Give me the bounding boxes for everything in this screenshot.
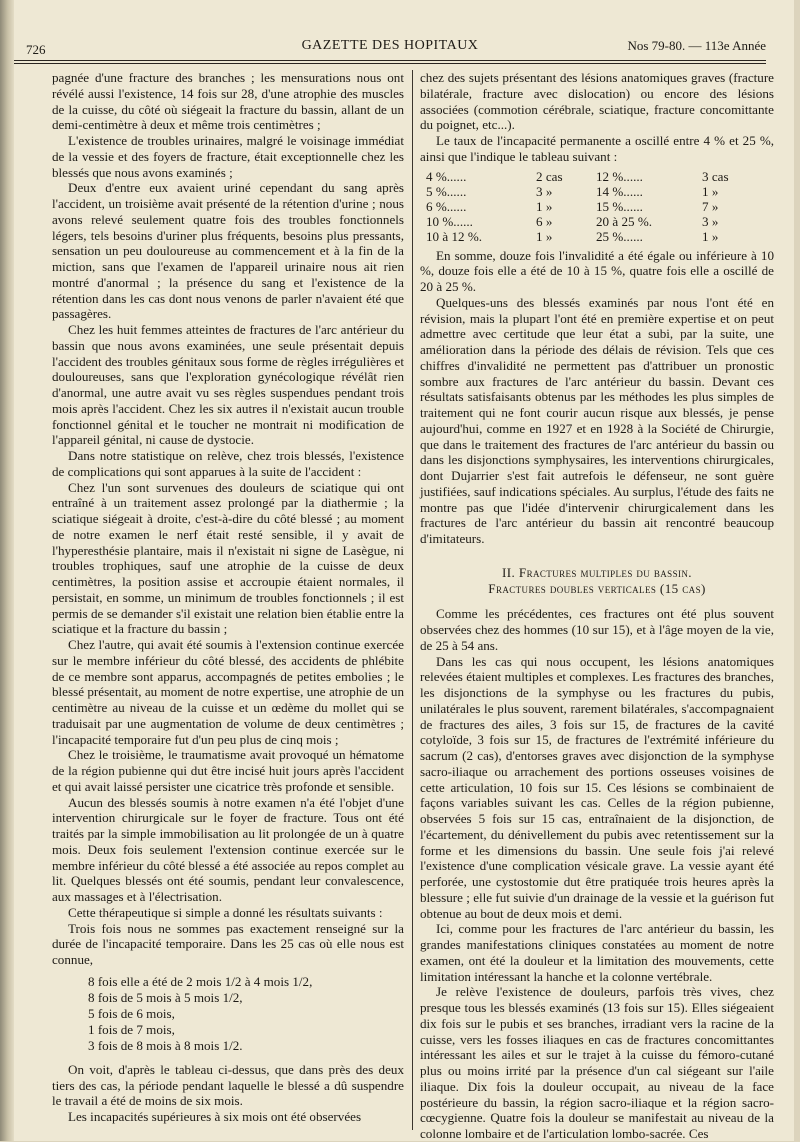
table-cell: 6 » — [536, 213, 553, 229]
paragraph: On voit, d'après le tableau ci-dessus, que dans près des deux tiers des cas, la période pendant laquelle le blessé a dû suspendre le travail a été de moins de six mois. — [52, 1061, 404, 1109]
list-item: 8 fois de 5 mois à 5 mois 1/2, — [88, 989, 243, 1005]
table-cell: 14 %...... — [596, 183, 643, 199]
paragraph: En somme, douze fois l'invalidité a été égale ou inférieure à 10 %, douze fois elle a été de 10 à 15 %, quatre fois elle a oscillé de 20 à 25 %. — [420, 247, 774, 294]
table-cell: 3 » — [536, 183, 553, 199]
list-item: 5 fois de 6 mois, — [88, 1005, 175, 1021]
table-cell: 6 %...... — [426, 198, 467, 214]
paragraph: Trois fois nous ne sommes pas exactement renseigné sur la durée de l'incapacité temporaire. Dans les 25 cas où elle nous est connue, — [52, 920, 404, 967]
incapacity-duration-list — [52, 974, 404, 1054]
header-rule-double — [14, 63, 766, 64]
page-edge — [0, 0, 14, 1141]
page-header — [14, 36, 766, 56]
paragraph: Aucun des blessés soumis à notre examen n'a été l'objet d'une intervention chirurgicale sur le foyer de fracture. Tous ont été traités par la simple immobilisation au lit prolongée de un à quatre mois. Deux fois seulement l'extension continue exercée sur le membre inférieur du côté blessé a été associée au repos complet au lit. Quelques blessés ont été soumis, pendant leur convalescence, aux massages et à l'électrisation. — [52, 794, 404, 904]
table-cell: 1 » — [536, 228, 553, 244]
list-item: 3 fois de 8 mois à 8 mois 1/2. — [88, 1037, 243, 1053]
section-title: II. Fractures multiples du bassin. — [502, 564, 692, 580]
paragraph: Dans notre statistique on relève, chez trois blessés, l'existence de complications qui sont apparues à la suite de l'accident : — [52, 448, 404, 479]
issue-label: Nos 79-80. — 113e Année — [627, 38, 766, 53]
paragraph: Chez l'autre, qui avait été soumis à l'extension continue exercée sur le membre inférieur du côté blessé, des accidents de phlébite de ce membre sont apparus, accompagnés de petites embolies ; le blessé présentait, au moment de notre expertise, une atrophie de un centimètre au niveau de la cuisse et un œdème du mollet qui se traduisait par une augmentation de volume de deux centimètres ; l'incapacité temporaire fut d'un peu plus de cinq mois ; — [52, 637, 404, 747]
table-cell: 2 cas — [536, 168, 563, 184]
table-cell: 4 %...... — [426, 168, 467, 184]
table-cell: 20 à 25 %. — [596, 213, 653, 229]
table-cell: 10 %...... — [426, 213, 473, 229]
paragraph: Deux d'entre eux avaient uriné cependant du sang après l'accident, un troisième avait présenté de la rétention d'urine ; nous avons relevé seulement quatre fois des troubles fonctionnels légers, tels besoins d'uriner plus fréquents, besoins plus pressants, sensation un peu douloureuse au commencement et à la fin de la miction, sans que l'examen de l'appareil urinaire nous ait rien montré d'anormal ; la présence du sang et l'existence de la rétention dans les cas dont nous venons de parler n'avaient été que passagères. — [52, 180, 404, 322]
paragraph: Chez le troisième, le traumatisme avait provoqué un hématome de la région pubienne qui dut être incisé huit jours après l'accident et qui avait laissé persister une cicatrice très profonde et sensible. — [52, 747, 404, 794]
page-number: 726 — [26, 42, 46, 57]
list-item: 1 fois de 7 mois, — [88, 1021, 175, 1037]
table-cell: 5 %...... — [426, 183, 467, 199]
table-cell: 3 cas — [702, 168, 729, 184]
paragraph: Ici, comme pour les fractures de l'arc antérieur du bassin, les grandes manifestations cliniques constatées au moment de notre examen, ont été la douleur et la limitation des mouvements, cette limitation intéressant la hanche et la colonne vertébrale. — [420, 921, 774, 984]
paragraph: pagnée d'une fracture des branches ; les mensurations nous ont révélé aussi l'existence, 14 fois sur 28, d'une atrophie des muscles de la cuisse, du côté où siégeait la fracture du bassin, allant de un demi-centimètre à deux et même trois centimètres ; — [52, 70, 404, 133]
list-item: 8 fois elle a été de 2 mois 1/2 à 4 mois 1/2, — [88, 973, 313, 989]
paragraph: L'existence de troubles urinaires, malgré le voisinage immédiat de la vessie et des foyers de fracture, était exceptionnelle chez les blessés que nous avons examinés ; — [52, 133, 404, 180]
table-cell: 1 » — [536, 198, 553, 214]
section-subtitle: Fractures doubles verticales (15 cas) — [488, 580, 706, 596]
right-column — [420, 70, 774, 1141]
table-cell: 25 %...... — [596, 228, 643, 244]
incapacity-table — [426, 169, 774, 244]
table-cell: 1 » — [702, 183, 719, 199]
column-divider — [412, 70, 413, 1130]
table-cell: 12 %...... — [596, 168, 643, 184]
table-cell: 3 » — [702, 213, 719, 229]
paragraph: Cette thérapeutique si simple a donné les résultats suivants : — [68, 904, 383, 920]
paragraph: chez des sujets présentant des lésions anatomiques graves (fracture bilatérale, fracture avec dislocation) ou encore des lésions associées (commotion cérébrale, sciatique, fracture concomittante du poignet, etc...). — [420, 70, 774, 133]
table-cell: 10 à 12 %. — [426, 228, 483, 244]
left-column — [52, 70, 404, 1130]
header-rule — [14, 60, 766, 61]
paragraph: Dans les cas qui nous occupent, les lésions anatomiques relevées étaient multiples et complexes. Les fractures des branches, les disjonctions de la symphyse ou les fractures du pubis, unilatérales le plus souvent, rarement bilatérales, s'accompagnaient de fractures des ailes, 3 fois sur 15, de fractures de la cavité cotyloïde, 3 fois sur 15, de fractures de l'extrémité inférieure du sacrum (2 cas), d'entorses graves avec disjonction de la symphyse sacro-iliaque ou arrachement des portions osseuses voisines de cette articulation, 10 fois sur 15. Ces lésions se combinaient de façons variables suivant les cas. Celles de la région pubienne, observées 5 fois sur 15 cas, entraînaient de la disjonction, de l'écartement, du dénivellement du pubis avec retentissement sur la forme et les dimensions du bassin. Une seule fois j'ai relevé l'existence d'une complication vésicale grave. La vessie ayant été perforée, une cystostomie dut être pratiquée trois heures après la blessure ; elle fut suivie d'un drainage de la vessie et la guérison fut obtenue au bout de deux mois et demi. — [420, 653, 774, 921]
paragraph: Quelques-uns des blessés examinés par nous l'ont été en révision, mais la plupart l'ont été en première expertise et on peut admettre avec certitude que leur état a subi, par la suite, une amélioration dans la période des délais de révision. Tels que ces chiffres d'invalidité ne permettent pas d'attribuer un pronostic sombre aux fractures de l'arc antérieur du bassin. Devant ces résultats satisfaisants obtenus par les méthodes les plus simples de traitement qui ne font courir aucun risque aux blessés, je pense aujourd'hui, comme en 1927 et en 1928 à la Société de Chirurgie, que dans le traitement des fractures de l'arc antérieur du bassin ou dans les disjonctions symphysaires, les interventions chirurgicales, dont Dujarrier s'est fait autrefois le défenseur, ne sont guère justifiées, sauf indications spéciales. Au surplus, l'étude des faits ne montre pas que l'idée d'intervenir chirurgicalement dans les fractures de l'arc antérieur du bassin ait rencontré beaucoup d'imitateurs. — [420, 294, 774, 546]
paragraph: Le taux de l'incapacité permanente a oscillé entre 4 % et 25 %, ainsi que l'indique le tableau suivant : — [420, 133, 774, 164]
paragraph: Je relève l'existence de douleurs, parfois très vives, chez presque tous les blessés examinés (13 fois sur 15). Elles siégeaient dix fois sur le pubis et ses branches, irradiant vers la racine de la cuisse, vers les fosses iliaques en cas de fractures concomittantes intéressant les ailes et sur le trajet à la cuisse du fémoro-cutané plus ou moins irrité par la présence d'un cal siégeant sur l'aile iliaque. Dix fois la douleur occupait, au niveau de la face postérieure du bassin, la région sacro-iliaque et la région sacro-cœcygienne. Quatre fois la douleur se manifestait au niveau de la colonne lombaire et de l'articulation lombo-sacrée. Ces — [420, 984, 774, 1141]
paragraph: Comme les précédentes, ces fractures ont été plus souvent observées chez des hommes (10 sur 15), et à l'âge moyen de la vie, de 25 à 54 ans. — [420, 606, 774, 653]
table-cell: 15 %...... — [596, 198, 643, 214]
paragraph: Chez les huit femmes atteintes de fractures de l'arc antérieur du bassin que nous avons examinées, une seule présentait depuis l'accident des troubles génitaux sous forme de règles irrégulières et douloureuses, sans que l'exploration gynécologique révélât rien d'anormal, une autre avait vu ses règles suspendues pendant trois mois après l'accident. Chez les six autres il n'existait aucun trouble fonctionnel génital et le toucher ne montrait ni modification de l'appareil génital, ni cause de dystocie. — [52, 322, 404, 448]
journal-title: GAZETTE DES HOPITAUX — [301, 38, 479, 53]
paragraph: Chez l'un sont survenues des douleurs de sciatique qui ont entraîné à un traitement assez prolongé par la diathermie ; la sciatique siégeait à droite, c'est-à-dire du côté blessé ; au moment de notre examen le nerf était resté sensible, il y avait de l'hyperesthésie plantaire, mais il n'existait ni signe de Lasègue, ni troubles trophiques, sauf une atrophie de la cuisse de deux centimètres, la position assise et accroupie étaient normales, il persistait, en somme, un minimum de troubles fonctionnels ; il est permis de se demander s'il existait une relation bien établie entre la sciatique et la fracture du bassin ; — [52, 479, 404, 637]
table-cell: 7 » — [702, 198, 719, 214]
paragraph: Les incapacités supérieures à six mois ont été observées — [68, 1109, 362, 1124]
table-cell: 1 » — [702, 228, 719, 244]
